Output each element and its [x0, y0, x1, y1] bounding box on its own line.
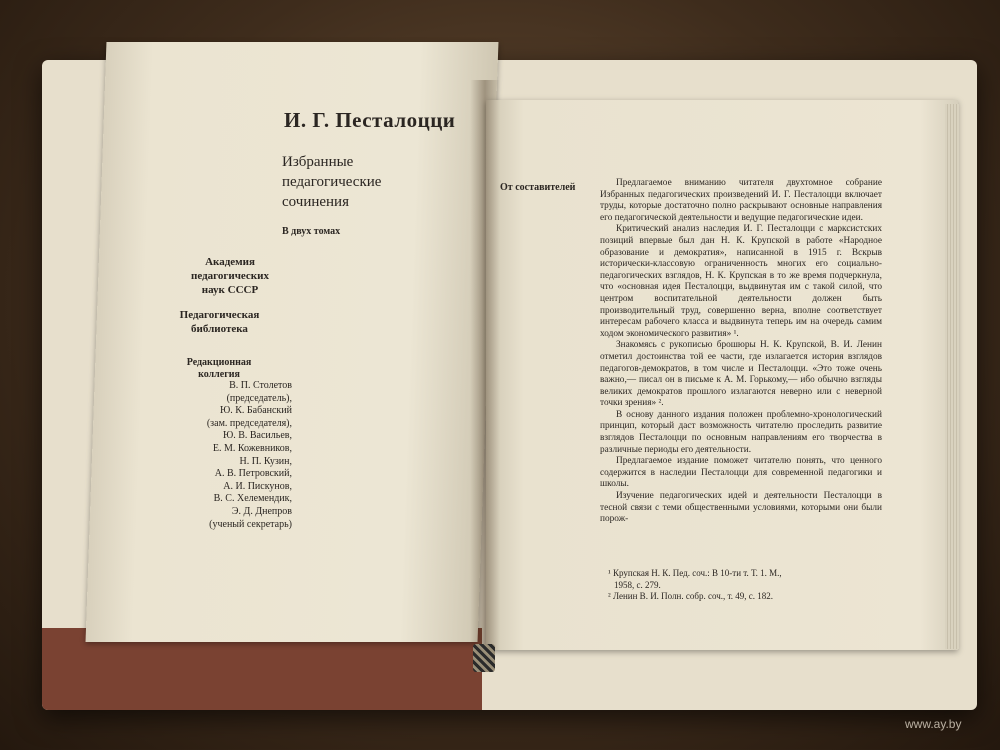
- board-member: Э. Д. Днепров: [231, 505, 292, 517]
- title-line: Избранные: [282, 154, 354, 170]
- board-heading-line: Редакционная: [186, 357, 252, 368]
- library-line: Педагогическая: [179, 309, 260, 321]
- library-line: библиотека: [191, 323, 248, 335]
- title-line: педагогические: [282, 174, 382, 190]
- footnote-line: ¹ Крупская Н. К. Пед. соч.: В 10-ти т. Т. 1. М.,: [608, 568, 782, 578]
- academy-line: наук СССР: [201, 284, 259, 296]
- board-member: А. И. Пискунов,: [223, 480, 292, 492]
- board-member: (зам. председателя),: [206, 417, 292, 429]
- publisher-academy: [175, 255, 285, 297]
- paragraph: Предлагаемое издание поможет читателю понять, что ценного содержится в наследии Песталоцци для современной педагогики и школы.: [600, 456, 882, 490]
- paragraph: Знакомясь с рукописью брошюры Н. К. Крупской, В. И. Ленин отметил достоинства той ее части, где излагается история взглядов педагогов-демократов, в том числе и Песталоцци. «Это тоже очень важно,— писал он в письме к А. М. Горькому,— ибо обычно взгляды великих демократов прошлого излагаются неверно или с неверной точки зрения» ².: [600, 340, 882, 409]
- paragraph: В основу данного издания положен проблемно-хронологический принцип, который даст возможность читателю проследить развитие взглядов Песталоцци по основным направлениям его творчества в различные периоды его деятельности.: [600, 409, 882, 455]
- section-label: От составителей: [500, 182, 576, 193]
- board-member: В. П. Столетов: [229, 380, 292, 391]
- editorial-board-members: [132, 380, 292, 531]
- paragraph: Предлагаемое вниманию читателя двухтомное собрание Избранных педагогических произведений И. Г. Песталоцци включает труды, которые достаточно полно раскрывают основные направления его педагогической деятельности и ведущие педагогические идеи.: [600, 178, 882, 223]
- author-name: И. Г. Песталоцци: [284, 108, 456, 132]
- page-edges: [945, 104, 959, 649]
- volumes-note: В двух томах: [282, 226, 341, 237]
- editorial-board-heading: [165, 357, 273, 381]
- watermark: www.ay.by: [905, 717, 962, 731]
- paragraph: Критический анализ наследия И. Г. Песталоцци с марксистских позиций впервые был дан Н. К. Крупской в работе «Народное образование и демократия», написанной в 1915 г. Вскрыв исторически-классовую ограниченность многих его социально-педагогических взглядов, Н. К. Крупская в то же время подчеркнула, что «основная идея Песталоцци, выдвинутая им с такой силой, что центром воспитательной деятельности должен быть производительный труд, совершенно верна, вполне соответствует интересам рабочего класса и выдвинута теперь им на очередь самим ходом экономического развития» ¹.: [600, 224, 882, 339]
- board-member: (председатель),: [226, 392, 292, 404]
- board-heading-line: коллегия: [198, 369, 240, 380]
- board-member: (ученый секретарь): [209, 518, 292, 530]
- book-spine: [470, 80, 500, 650]
- book-title: [282, 152, 381, 212]
- title-line: сочинения: [282, 194, 349, 210]
- footnote-line: ² Ленин В. И. Полн. собр. соч., т. 49, с. 182.: [608, 591, 773, 601]
- board-member: Ю. В. Васильев,: [222, 430, 292, 442]
- footnotes: [608, 568, 878, 603]
- board-member: А. В. Петровский,: [214, 468, 292, 480]
- paragraph: Изучение педагогических идей и деятельности Песталоцци в тесной связи с теми общественными условиями, которыми они были порож-: [600, 491, 882, 525]
- academy-line: педагогических: [191, 270, 269, 282]
- board-member: В. С. Хелемендик,: [213, 493, 292, 505]
- footnote-line: 1958, с. 279.: [614, 579, 661, 590]
- board-member: Н. П. Кузин,: [239, 455, 292, 467]
- preface-text: [600, 178, 882, 526]
- academy-line: Академия: [205, 256, 255, 268]
- board-member: Е. М. Кожевников,: [212, 442, 292, 454]
- board-member: Ю. К. Бабанский: [219, 405, 292, 417]
- series-library: [162, 308, 277, 336]
- binding-thread: [473, 644, 495, 672]
